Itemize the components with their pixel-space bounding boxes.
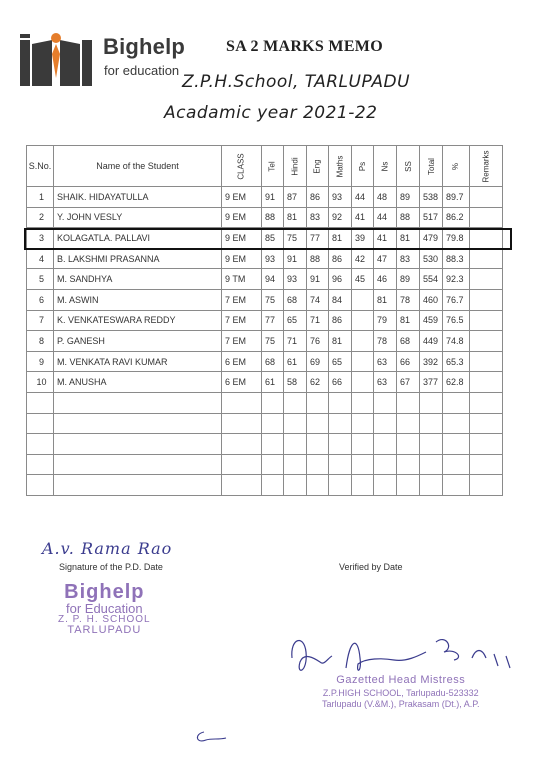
table-cell: 449 xyxy=(420,331,443,352)
table-cell xyxy=(54,434,222,455)
table-cell: 88 xyxy=(397,207,420,228)
column-header-label: Remarks xyxy=(481,150,491,183)
table-cell: 67 xyxy=(397,372,420,393)
table-cell xyxy=(352,372,374,393)
table-cell: 86.2 xyxy=(443,207,470,228)
table-cell xyxy=(352,475,374,496)
table-cell xyxy=(374,434,397,455)
table-cell xyxy=(329,454,352,475)
column-header xyxy=(352,146,374,187)
table-cell xyxy=(397,434,420,455)
table-cell: 86 xyxy=(329,248,352,269)
column-header xyxy=(329,146,352,187)
table-cell: 89 xyxy=(397,269,420,290)
table-cell: 81 xyxy=(329,331,352,352)
table-cell: 71 xyxy=(307,310,329,331)
table-cell: 94 xyxy=(262,269,284,290)
table-cell xyxy=(443,434,470,455)
table-cell xyxy=(329,413,352,434)
table-cell: 9 EM xyxy=(222,228,262,249)
table-cell xyxy=(443,454,470,475)
column-header xyxy=(284,146,307,187)
table-cell: 61 xyxy=(262,372,284,393)
table-cell xyxy=(374,392,397,413)
table-cell xyxy=(352,392,374,413)
table-cell: 62.8 xyxy=(443,372,470,393)
table-cell: 68 xyxy=(397,331,420,352)
table-cell xyxy=(307,454,329,475)
column-header-label: SS xyxy=(403,161,413,172)
table-cell: 87 xyxy=(284,187,307,208)
table-cell xyxy=(470,248,503,269)
initials-signature xyxy=(192,726,232,746)
table-cell: 5 xyxy=(27,269,54,290)
table-cell: 69 xyxy=(307,351,329,372)
table-cell: 479 xyxy=(420,228,443,249)
table-cell: 81 xyxy=(329,228,352,249)
column-header-label: Ns xyxy=(380,161,390,172)
table-cell: 77 xyxy=(262,310,284,331)
table-cell: 74 xyxy=(307,289,329,310)
table-row xyxy=(27,187,503,208)
table-cell xyxy=(420,392,443,413)
table-cell xyxy=(262,454,284,475)
school-name: Z.P.H.School, TARLUPADU xyxy=(182,72,411,92)
table-cell xyxy=(352,413,374,434)
table-cell: 75 xyxy=(262,331,284,352)
table-cell: 517 xyxy=(420,207,443,228)
table-cell xyxy=(470,475,503,496)
table-row xyxy=(27,331,503,352)
column-header-label: Hindi xyxy=(290,157,300,176)
table-cell: Y. JOHN VESLY xyxy=(54,207,222,228)
table-cell xyxy=(397,392,420,413)
table-cell xyxy=(284,413,307,434)
table-cell: 4 xyxy=(27,248,54,269)
table-cell: 88.3 xyxy=(443,248,470,269)
table-cell: 81 xyxy=(374,289,397,310)
table-cell xyxy=(284,475,307,496)
table-cell xyxy=(420,454,443,475)
table-cell xyxy=(420,475,443,496)
column-header-label: CLASS xyxy=(236,153,246,180)
table-cell: 89.7 xyxy=(443,187,470,208)
table-cell: 66 xyxy=(329,372,352,393)
table-cell: 554 xyxy=(420,269,443,290)
table-cell xyxy=(222,475,262,496)
stamp-line: TARLUPADU xyxy=(67,624,142,636)
table-cell: 83 xyxy=(397,248,420,269)
column-header xyxy=(222,146,262,187)
table-cell: 81 xyxy=(284,207,307,228)
table-cell: 79 xyxy=(374,310,397,331)
table-cell xyxy=(443,475,470,496)
table-cell: 377 xyxy=(420,372,443,393)
stamp-line: Z. P. H. SCHOOL xyxy=(58,614,151,625)
table-cell xyxy=(262,392,284,413)
table-cell xyxy=(352,434,374,455)
table-cell: 41 xyxy=(352,207,374,228)
bighelp-logo-icon xyxy=(16,30,96,90)
table-cell: 530 xyxy=(420,248,443,269)
table-cell: 92.3 xyxy=(443,269,470,290)
column-header xyxy=(420,146,443,187)
table-cell xyxy=(352,289,374,310)
table-row xyxy=(27,372,503,393)
table-cell: 6 EM xyxy=(222,351,262,372)
table-cell xyxy=(54,454,222,475)
table-cell xyxy=(397,454,420,475)
table-cell: 78 xyxy=(374,331,397,352)
table-cell: 93 xyxy=(284,269,307,290)
table-cell xyxy=(307,434,329,455)
empty-row xyxy=(27,434,503,455)
table-cell: 9 EM xyxy=(222,187,262,208)
table-cell xyxy=(420,413,443,434)
table-cell xyxy=(470,434,503,455)
school-stamp xyxy=(58,582,151,636)
table-cell xyxy=(470,269,503,290)
column-header-label: S.No. xyxy=(28,161,52,171)
column-header xyxy=(374,146,397,187)
table-cell: KOLAGATLA. PALLAVI xyxy=(54,228,222,249)
table-cell: 88 xyxy=(262,207,284,228)
table-cell: 538 xyxy=(420,187,443,208)
table-cell xyxy=(470,392,503,413)
table-cell: 83 xyxy=(307,207,329,228)
table-cell: 42 xyxy=(352,248,374,269)
table-cell: 66 xyxy=(397,351,420,372)
table-cell: 39 xyxy=(352,228,374,249)
table-cell xyxy=(307,413,329,434)
table-cell: M. SANDHYA xyxy=(54,269,222,290)
table-cell: M. ANUSHA xyxy=(54,372,222,393)
table-cell xyxy=(374,413,397,434)
table-cell: 58 xyxy=(284,372,307,393)
table-cell xyxy=(222,413,262,434)
table-cell: K. VENKATESWARA REDDY xyxy=(54,310,222,331)
column-header xyxy=(307,146,329,187)
table-row xyxy=(27,269,503,290)
table-row xyxy=(27,228,503,249)
table-cell xyxy=(54,413,222,434)
table-cell xyxy=(397,413,420,434)
column-header-label: Total xyxy=(426,158,436,175)
table-cell xyxy=(352,331,374,352)
table-cell xyxy=(352,351,374,372)
table-row xyxy=(27,248,503,269)
table-cell xyxy=(470,351,503,372)
table-cell xyxy=(470,207,503,228)
table-cell: 75 xyxy=(284,228,307,249)
stamp-line: Bighelp xyxy=(64,581,145,603)
empty-row xyxy=(27,475,503,496)
table-cell xyxy=(443,413,470,434)
column-header xyxy=(27,146,54,187)
table-cell: 460 xyxy=(420,289,443,310)
table-cell xyxy=(374,454,397,475)
table-cell: 76.7 xyxy=(443,289,470,310)
table-cell: 86 xyxy=(307,187,329,208)
table-cell: 84 xyxy=(329,289,352,310)
table-cell: 459 xyxy=(420,310,443,331)
table-cell xyxy=(420,434,443,455)
table-cell xyxy=(307,475,329,496)
table-cell: 2 xyxy=(27,207,54,228)
column-header-label: % xyxy=(451,162,461,171)
table-cell xyxy=(54,475,222,496)
table-cell: 68 xyxy=(262,351,284,372)
table-cell: 85 xyxy=(262,228,284,249)
table-cell xyxy=(352,454,374,475)
table-cell: 63 xyxy=(374,372,397,393)
table-cell: 81 xyxy=(397,310,420,331)
table-cell: 65 xyxy=(284,310,307,331)
table-cell: 6 xyxy=(27,289,54,310)
table-cell xyxy=(222,392,262,413)
table-cell: 10 xyxy=(27,372,54,393)
table-cell: 78 xyxy=(397,289,420,310)
stamp-line: Z.P.HIGH SCHOOL, Tarlupadu-523332 xyxy=(322,687,479,698)
verified-by-label: Verified by Date xyxy=(339,562,403,572)
table-cell xyxy=(284,392,307,413)
memo-title: SA 2 MARKS MEMO xyxy=(226,38,383,55)
table-cell: 3 xyxy=(27,228,54,249)
table-cell: 7 EM xyxy=(222,331,262,352)
table-cell xyxy=(284,434,307,455)
table-cell: 44 xyxy=(374,207,397,228)
table-cell: M. VENKATA RAVI KUMAR xyxy=(54,351,222,372)
table-cell xyxy=(329,434,352,455)
table-cell xyxy=(470,413,503,434)
column-header xyxy=(443,146,470,187)
table-cell xyxy=(329,475,352,496)
marks-table xyxy=(26,145,503,496)
stamp-line: Tarlupadu (V.&M.), Prakasam (Dt.), A.P. xyxy=(322,699,480,709)
column-header xyxy=(470,146,503,187)
table-cell: 91 xyxy=(262,187,284,208)
table-cell: 93 xyxy=(329,187,352,208)
table-cell: SHAIK. HIDAYATULLA xyxy=(54,187,222,208)
table-cell xyxy=(54,392,222,413)
brand-name: Bighelp xyxy=(103,34,186,59)
table-cell xyxy=(470,187,503,208)
table-cell: 392 xyxy=(420,351,443,372)
table-cell xyxy=(329,392,352,413)
table-cell: 61 xyxy=(284,351,307,372)
table-cell: 91 xyxy=(307,269,329,290)
table-cell: 41 xyxy=(374,228,397,249)
table-cell: 77 xyxy=(307,228,329,249)
table-row xyxy=(27,289,503,310)
table-cell xyxy=(470,289,503,310)
table-body xyxy=(27,187,503,496)
table-cell: 96 xyxy=(329,269,352,290)
table-cell xyxy=(397,475,420,496)
column-header-label: Maths xyxy=(335,155,345,178)
table-cell xyxy=(27,413,54,434)
table-cell xyxy=(470,372,503,393)
table-cell xyxy=(27,475,54,496)
empty-row xyxy=(27,413,503,434)
table-cell: 74.8 xyxy=(443,331,470,352)
table-cell xyxy=(470,331,503,352)
table-cell: 46 xyxy=(374,269,397,290)
table-cell: 81 xyxy=(397,228,420,249)
table-cell xyxy=(352,310,374,331)
table-cell: 48 xyxy=(374,187,397,208)
table-cell xyxy=(262,413,284,434)
table-cell xyxy=(222,434,262,455)
table-cell xyxy=(27,392,54,413)
table-cell: 6 EM xyxy=(222,372,262,393)
table-cell xyxy=(307,392,329,413)
table-cell: 76.5 xyxy=(443,310,470,331)
table-cell: 45 xyxy=(352,269,374,290)
table-cell: 9 EM xyxy=(222,207,262,228)
table-row xyxy=(27,310,503,331)
table-row xyxy=(27,351,503,372)
table-cell: 91 xyxy=(284,248,307,269)
table-cell: 92 xyxy=(329,207,352,228)
stamp-line: Gazetted Head Mistress xyxy=(336,674,466,686)
head-mistress-stamp xyxy=(322,674,480,710)
empty-row xyxy=(27,392,503,413)
empty-row xyxy=(27,454,503,475)
table-cell: 8 xyxy=(27,331,54,352)
column-header xyxy=(397,146,420,187)
table-cell: 7 EM xyxy=(222,310,262,331)
table-cell: 93 xyxy=(262,248,284,269)
column-header xyxy=(262,146,284,187)
column-header-label: Ps xyxy=(358,161,367,172)
stamp-line: for Education xyxy=(66,601,143,616)
table-cell: 47 xyxy=(374,248,397,269)
table-cell xyxy=(262,475,284,496)
table-cell: 7 xyxy=(27,310,54,331)
table-cell: 79.8 xyxy=(443,228,470,249)
column-header-label: Name of the Student xyxy=(96,161,179,171)
table-cell xyxy=(443,392,470,413)
column-header-label: Eng xyxy=(312,159,322,174)
table-cell xyxy=(262,434,284,455)
table-cell: 71 xyxy=(284,331,307,352)
brand-subtitle: for education xyxy=(104,63,180,78)
table-cell: 7 EM xyxy=(222,289,262,310)
academic-year: Acadamic year 2021-22 xyxy=(164,103,378,123)
table-cell: B. LAKSHMI PRASANNA xyxy=(54,248,222,269)
table-row xyxy=(27,207,503,228)
table-cell: P. GANESH xyxy=(54,331,222,352)
table-cell xyxy=(470,228,503,249)
table-cell: 88 xyxy=(307,248,329,269)
table-cell xyxy=(284,454,307,475)
table-cell: 1 xyxy=(27,187,54,208)
table-cell: 62 xyxy=(307,372,329,393)
table-cell xyxy=(222,454,262,475)
table-cell: 68 xyxy=(284,289,307,310)
table-cell xyxy=(27,434,54,455)
table-cell: 86 xyxy=(329,310,352,331)
table-header-row xyxy=(27,146,503,187)
pd-signature-label: Signature of the P.D. Date xyxy=(59,562,163,572)
table-cell xyxy=(470,454,503,475)
table-cell: 63 xyxy=(374,351,397,372)
table-cell: 44 xyxy=(352,187,374,208)
table-cell: 9 EM xyxy=(222,248,262,269)
table-cell: 76 xyxy=(307,331,329,352)
table-cell: 65.3 xyxy=(443,351,470,372)
table-cell: 75 xyxy=(262,289,284,310)
table-cell xyxy=(374,475,397,496)
table-cell xyxy=(27,454,54,475)
column-header-label: Tel xyxy=(267,161,277,172)
table-cell: M. ASWIN xyxy=(54,289,222,310)
table-cell: 65 xyxy=(329,351,352,372)
table-cell xyxy=(470,310,503,331)
table-cell: 9 TM xyxy=(222,269,262,290)
column-header xyxy=(54,146,222,187)
table-cell: 9 xyxy=(27,351,54,372)
pd-signature: A.v. Rama Rao xyxy=(42,539,173,558)
table-cell: 89 xyxy=(397,187,420,208)
